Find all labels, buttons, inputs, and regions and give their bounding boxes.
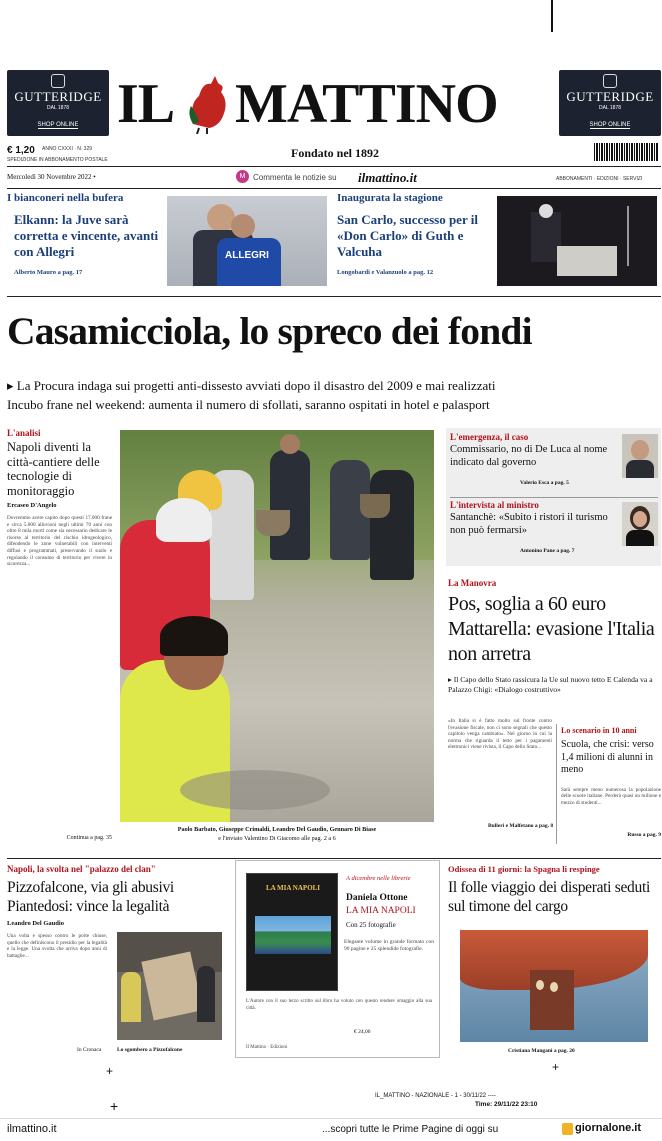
legal-note: SPEDIZIONE IN ABBONAMENTO POSTALE	[7, 157, 108, 163]
pizzofalcone-author: Leandro Del Gaudio	[7, 920, 64, 927]
plus-mark-3: +	[110, 1098, 119, 1114]
imprint-line-1: IL_MATTINO - NAZIONALE - 1 - 30/11/22 ----	[375, 1093, 496, 1099]
footer-brand-link[interactable]: giornalone.it	[575, 1122, 641, 1134]
book-ad-author: Daniela Ottone	[346, 893, 408, 903]
odissea-title: Il folle viaggio dei disperati seduti sul timone del cargo	[448, 879, 650, 915]
ad-brand: GUTTERIDGE	[14, 89, 102, 104]
sidebar-divider	[450, 497, 658, 498]
deluca-photo	[622, 434, 658, 478]
teaser-kicker: Inaugurata la stagione	[337, 192, 443, 204]
rule-top	[7, 166, 661, 167]
sidebar-title: Commissario, no di De Luca al nome indicato dal governo	[450, 444, 608, 468]
pizzofalcone-article[interactable]	[7, 864, 222, 1064]
analysis-continue: Continua a pag. 35	[66, 835, 112, 841]
price-note: ANNO CXXXI · N. 329	[42, 146, 93, 152]
price: € 1,20	[7, 145, 35, 156]
site-logo[interactable]: ilmattino.it	[358, 170, 417, 185]
footer-left-link[interactable]: ilmattino.it	[7, 1123, 57, 1135]
crest-icon	[51, 74, 65, 88]
ad-cta: SHOP ONLINE	[37, 122, 79, 128]
book-ad[interactable]	[235, 860, 440, 1058]
book-ad-desc: Elegante volume in grande formato con 90 pagine e 25 splendide fotografie.	[344, 939, 434, 952]
barcode	[594, 143, 658, 161]
analysis-body: Dovremmo avere capito dopo questi 17.000 frane e circa 5.000 alluvioni negli ultimi 70 anni con oltre 8 mila morti come sia necessario dedicare le risorse al territorio del rischio idrogeologico, difendendo le zone vulnerabili con interventi diffusi e programmati, preservando il suolo e regolando il consumo di territorio per vivere in sicurezza...	[7, 515, 112, 568]
pizzofalcone-photo	[117, 932, 222, 1040]
teaser-photo-sancarlo	[497, 196, 657, 286]
plus-mark-1: +	[106, 1064, 114, 1078]
sidebar-kicker: L'emergenza, il caso	[450, 432, 529, 442]
ad-since: DAL 1878	[598, 105, 622, 111]
sidebar-byline: Antonino Pane a pag. 7	[520, 548, 575, 554]
scuola-body: Sarà sempre meno numerosa la popolazione delle scuole italiane. Perderà quasi un milione e mezzo di studenti...	[561, 786, 661, 806]
rule-bottom-section	[7, 858, 661, 859]
teaser-sancarlo[interactable]	[337, 192, 661, 292]
main-headline[interactable]: Casamicciola, lo spreco dei fondi	[7, 309, 532, 353]
pizzofalcone-title: Pizzofalcone, via gli abusivi Piantedosi: vince la legalità	[7, 879, 174, 915]
plus-mark-2: +	[552, 1060, 560, 1074]
sidebar-item-emergenza[interactable]	[450, 432, 658, 492]
photo-caption-names-2: e l'inviato Valentino Di Giacomo alle pag. 2 a 6	[218, 835, 336, 842]
pizzofalcone-caption: Lo sgombero a Pizzofalcone	[117, 1047, 183, 1053]
santanche-photo	[622, 502, 658, 546]
book-ad-title: LA MIA NAPOLI	[346, 906, 416, 916]
ad-right[interactable]	[559, 70, 661, 136]
ad-left[interactable]	[7, 70, 109, 136]
manovra-kicker: La Manovra	[448, 578, 497, 588]
manovra-body: «In Italia si è fatto molto sul fronte contro l'evasione fiscale, non ci sono segnali che questo capitolo venga cambiato». Nel giorno in cui la norma che riguarda il tetto per i pagamenti elettronici viene rivista, il Capo dello Stato...	[448, 718, 552, 751]
analysis-column[interactable]	[7, 428, 112, 848]
right-info: ABBONAMENTI · EDIZIONI · SERVIZI	[556, 176, 643, 182]
book-ad-footer: Il Mattino · Edizioni	[246, 1045, 288, 1050]
masthead-title-mattino: MATTINO	[235, 73, 498, 135]
odissea-kicker: Odissea di 11 giorni: la Spagna li respinge	[448, 864, 600, 874]
scuola-title: Scuola, che crisi: verso 1,4 milioni di alunni in meno	[561, 739, 654, 775]
teaser-juve[interactable]	[7, 192, 327, 292]
book-ad-kicker: A dicembre nelle librerie	[346, 875, 411, 882]
manovra-title: Pos, soglia a 60 euro Mattarella: evasione l'Italia non arretra	[448, 593, 655, 665]
teaser-title: Elkann: la Juve sarà corretta e vincente, avanti con Allegri	[14, 212, 159, 259]
book-ad-sub: Con 25 fotografie	[346, 921, 396, 929]
imprint-line-2: Time: 29/11/22 23:10	[475, 1101, 538, 1108]
pizzofalcone-kicker: Napoli, la svolta nel "palazzo del clan"	[7, 864, 156, 874]
comment-prompt: Commenta le notizie su	[253, 173, 337, 182]
masthead-title-il: IL	[117, 73, 175, 135]
rooster-icon	[185, 74, 233, 134]
book-ad-price: € 24,00	[354, 1029, 371, 1035]
scuola-article[interactable]	[561, 726, 661, 846]
odissea-photo	[460, 930, 648, 1042]
main-photo	[120, 430, 434, 822]
rule-3	[7, 296, 661, 297]
odissea-byline: Cristiana Mangani a pag. 20	[508, 1048, 575, 1054]
analysis-kicker: L'analisi	[7, 428, 41, 438]
masthead-logo[interactable]	[117, 70, 549, 136]
teaser-title: San Carlo, successo per il «Don Carlo» di Guth e Valcuha	[337, 212, 478, 259]
main-subline-1: ▸ La Procura indaga sui progetti anti-dissesto avviati dopo il disastro del 2009 e mai realizzati	[7, 378, 496, 393]
founded: Fondato nel 1892	[290, 146, 379, 160]
pizzofalcone-byline: In Cronaca	[77, 1047, 102, 1053]
main-subline-2: Incubo frane nel weekend: aumenta il numero di sfollati, saranno ospitati in hotel e palasport	[7, 397, 490, 412]
sidebar-item-santanche[interactable]	[450, 500, 658, 562]
teaser-kicker: I bianconeri nella bufera	[7, 192, 124, 204]
pizzofalcone-body: Una volta e spesso contro le porte chiuse, quello che definiscono il presidio per la legalità e la legge. Una svolta che arriva dopo anni di battaglie...	[7, 933, 107, 959]
teaser-photo-juve: ALLEGRI	[167, 196, 327, 286]
scuola-divider	[556, 724, 557, 844]
odissea-article[interactable]	[448, 864, 661, 1064]
ad-since: DAL 1878	[46, 105, 70, 111]
analysis-author: Ercaseo D'Angelo	[7, 502, 57, 509]
teaser-byline: Longobardi e Valanzuolo a pag. 12	[337, 269, 434, 276]
giornalone-icon	[562, 1123, 573, 1135]
book-ad-note: L'Autore con il suo terzo scritto sul libro ha voluto con questo rendere omaggio alla sua città.	[246, 999, 432, 1011]
page-edge-mark	[551, 0, 553, 32]
photo-caption-names: Paolo Barbato, Giuseppe Crimaldi, Leandro Del Gaudio, Gennaro Di Biase	[177, 826, 377, 833]
scuola-byline: Russo a pag. 9	[627, 832, 661, 838]
ad-cta: SHOP ONLINE	[589, 122, 631, 128]
crest-icon	[603, 74, 617, 88]
sidebar-kicker: L'intervista al ministro	[450, 500, 539, 510]
issue-date: Mercoledì 30 Novembre 2022 •	[7, 173, 96, 181]
rule-2	[7, 188, 661, 189]
manovra-byline: Bulleri e Malfetano a pag. 8	[488, 823, 554, 829]
sidebar-byline: Valerio Esca a pag. 5	[520, 480, 569, 486]
scuola-kicker: Lo scenario in 10 anni	[561, 726, 637, 735]
footer-right-text: ...scopri tutte le Prime Pagine di oggi su	[322, 1124, 499, 1135]
book-cover-title: LA MIA NAPOLI	[265, 884, 321, 892]
manovra-sub: ▸ Il Capo dello Stato rassicura la Ue sul nuovo tetto E Calenda va a Palazzo Chigi: «Dialogo costruttivo»	[448, 675, 653, 694]
analysis-title: Napoli diventi la città-cantiere delle tecnologie di monitoraggio	[7, 440, 100, 498]
book-cover	[246, 873, 338, 991]
sidebar-title: Santanchè: «Subito i ristori il turismo non può fermarsi»	[450, 512, 608, 536]
teaser-byline: Alberto Mauro a pag. 17	[14, 269, 83, 276]
comment-badge-icon: M	[236, 170, 249, 183]
ad-brand: GUTTERIDGE	[566, 89, 654, 104]
